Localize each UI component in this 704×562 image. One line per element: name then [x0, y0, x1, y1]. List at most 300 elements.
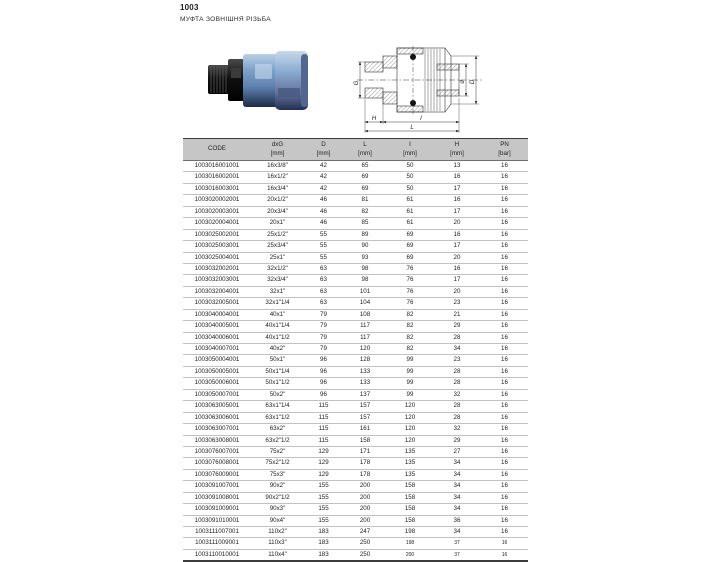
table-cell: 1003063006001	[183, 412, 251, 423]
table-row	[183, 366, 528, 377]
table-cell: 16	[481, 424, 528, 435]
table-cell: 42	[304, 161, 343, 172]
table-cell: 90x2"	[251, 481, 304, 492]
table-cell: 101	[343, 286, 387, 297]
table-cell: 16	[481, 446, 528, 457]
table-cell: 25x1"	[251, 252, 304, 263]
table-cell: 96	[304, 366, 343, 377]
table-cell: 1003063007001	[183, 424, 251, 435]
table-cell: 65	[343, 161, 387, 172]
table-cell: 37	[433, 549, 481, 561]
table-cell: 1003020002001	[183, 195, 251, 206]
table-cell: 1003076009001	[183, 469, 251, 480]
table-cell: 137	[343, 389, 387, 400]
table-cell: 25x3/4"	[251, 241, 304, 252]
table-cell: 16	[433, 229, 481, 240]
table-cell: 17	[433, 206, 481, 217]
table-cell: 178	[343, 458, 387, 469]
table-cell: 1003032002001	[183, 263, 251, 274]
table-cell: 25x1/2"	[251, 229, 304, 240]
table-cell: 34	[433, 344, 481, 355]
table-cell: 135	[387, 469, 433, 480]
table-cell: 16	[481, 252, 528, 263]
technical-drawing-image	[353, 32, 487, 136]
table-cell: 198	[387, 527, 433, 538]
table-cell: 17	[433, 275, 481, 286]
table-cell: 110x2"	[251, 527, 304, 538]
table-row	[183, 481, 528, 492]
table-cell: 75x3"	[251, 469, 304, 480]
table-cell: 155	[304, 481, 343, 492]
table-cell: 96	[304, 389, 343, 400]
table-cell: 82	[387, 309, 433, 320]
table-cell: 1003032004001	[183, 286, 251, 297]
table-cell: 16	[481, 206, 528, 217]
table-cell: 50	[387, 172, 433, 183]
product-photo-image	[205, 44, 315, 118]
table-cell: 129	[304, 446, 343, 457]
product-name: МУФТА ЗОВНІШНЯ РІЗЬБА	[180, 16, 271, 23]
table-cell: 200	[343, 481, 387, 492]
table-cell: 17	[433, 183, 481, 194]
table-row	[183, 195, 528, 206]
table-cell: 1003025002001	[183, 229, 251, 240]
table-cell: 16	[481, 218, 528, 229]
table-cell: 46	[304, 206, 343, 217]
table-cell: 90	[343, 241, 387, 252]
table-cell: 117	[343, 321, 387, 332]
spec-table-body	[183, 161, 528, 562]
table-cell: 50	[387, 161, 433, 172]
table-cell: 34	[433, 492, 481, 503]
table-cell: 183	[304, 538, 343, 549]
table-cell: 117	[343, 332, 387, 343]
table-cell: 75x2"1/2	[251, 458, 304, 469]
table-cell: 1003050007001	[183, 389, 251, 400]
table-cell: 82	[387, 332, 433, 343]
table-cell: 63	[304, 298, 343, 309]
table-row	[183, 538, 528, 549]
table-cell: 98	[343, 275, 387, 286]
table-cell: 183	[304, 527, 343, 538]
table-cell: 16	[481, 241, 528, 252]
table-row	[183, 504, 528, 515]
table-cell: 110x3"	[251, 538, 304, 549]
table-cell: 79	[304, 321, 343, 332]
table-cell: 1003016003001	[183, 183, 251, 194]
table-cell: 157	[343, 412, 387, 423]
table-cell: 178	[343, 469, 387, 480]
technical-drawing	[353, 32, 487, 136]
table-cell: 17	[433, 241, 481, 252]
table-cell: 120	[387, 401, 433, 412]
table-cell: 34	[433, 481, 481, 492]
table-cell: 13	[433, 161, 481, 172]
table-cell: 158	[387, 481, 433, 492]
table-cell: 50x1"1/2	[251, 378, 304, 389]
table-cell: 42	[304, 183, 343, 194]
table-cell: 155	[304, 515, 343, 526]
table-cell: 90x4"	[251, 515, 304, 526]
table-cell: 82	[387, 321, 433, 332]
column-header: H [mm]	[433, 139, 481, 161]
table-cell: 16	[433, 263, 481, 274]
table-cell: 79	[304, 309, 343, 320]
table-cell: 16	[481, 538, 528, 549]
table-cell: 20x1/2"	[251, 195, 304, 206]
table-cell: 16	[481, 401, 528, 412]
table-cell: 16	[481, 275, 528, 286]
table-cell: 1003016001001	[183, 161, 251, 172]
table-cell: 99	[387, 378, 433, 389]
table-cell: 96	[304, 355, 343, 366]
table-row	[183, 401, 528, 412]
table-cell: 40x1"	[251, 309, 304, 320]
table-cell: 69	[343, 172, 387, 183]
table-row	[183, 446, 528, 457]
column-header: D [mm]	[304, 139, 343, 161]
table-cell: 76	[387, 286, 433, 297]
table-cell: 158	[387, 504, 433, 515]
table-cell: 115	[304, 424, 343, 435]
dim-label-D: D	[470, 79, 476, 85]
table-cell: 16	[481, 481, 528, 492]
table-cell: 158	[387, 515, 433, 526]
table-cell: 1003020003001	[183, 206, 251, 217]
table-cell: 40x2"	[251, 344, 304, 355]
table-row	[183, 412, 528, 423]
table-cell: 133	[343, 378, 387, 389]
table-cell: 16	[481, 378, 528, 389]
table-cell: 135	[387, 446, 433, 457]
table-row	[183, 344, 528, 355]
table-cell: 32	[433, 389, 481, 400]
table-row	[183, 435, 528, 446]
table-cell: 16	[481, 549, 528, 561]
table-cell: 32x1/2"	[251, 263, 304, 274]
table-cell: 76	[387, 263, 433, 274]
dim-label-G: G	[354, 80, 360, 86]
table-cell: 63x2"	[251, 424, 304, 435]
table-row	[183, 332, 528, 343]
column-header: L [mm]	[343, 139, 387, 161]
table-cell: 32	[433, 424, 481, 435]
table-cell: 115	[304, 412, 343, 423]
table-cell: 250	[343, 549, 387, 561]
spec-table-header	[183, 139, 528, 161]
table-cell: 28	[433, 401, 481, 412]
table-cell: 135	[387, 458, 433, 469]
table-cell: 120	[343, 344, 387, 355]
table-cell: 29	[433, 321, 481, 332]
dim-label-H: H	[371, 116, 377, 122]
table-cell: 40x1"1/4	[251, 321, 304, 332]
table-cell: 90x2"1/2	[251, 492, 304, 503]
table-cell: 1003025003001	[183, 241, 251, 252]
table-cell: 28	[433, 378, 481, 389]
table-row	[183, 298, 528, 309]
table-cell: 250	[343, 538, 387, 549]
dim-label-L: L	[410, 125, 414, 131]
table-row	[183, 492, 528, 503]
table-row	[183, 275, 528, 286]
table-cell: 28	[433, 412, 481, 423]
table-cell: 34	[433, 527, 481, 538]
table-cell: 32x1"1/4	[251, 298, 304, 309]
table-row	[183, 515, 528, 526]
table-cell: 1003040004001	[183, 309, 251, 320]
table-row	[183, 458, 528, 469]
table-cell: 96	[304, 378, 343, 389]
table-cell: 129	[304, 458, 343, 469]
table-cell: 50x1"	[251, 355, 304, 366]
table-cell: 34	[433, 469, 481, 480]
product-photo	[205, 44, 315, 118]
table-cell: 16	[481, 412, 528, 423]
table-cell: 1003091009001	[183, 504, 251, 515]
table-cell: 99	[387, 366, 433, 377]
table-cell: 115	[304, 435, 343, 446]
page-title: 1003	[180, 3, 199, 12]
table-cell: 27	[433, 446, 481, 457]
table-cell: 200	[387, 549, 433, 561]
table-cell: 63x2"1/2	[251, 435, 304, 446]
table-cell: 16	[481, 435, 528, 446]
table-row	[183, 206, 528, 217]
table-cell: 23	[433, 298, 481, 309]
table-cell: 32x3/4"	[251, 275, 304, 286]
table-cell: 61	[387, 206, 433, 217]
table-row	[183, 286, 528, 297]
table-cell: 128	[343, 355, 387, 366]
table-row	[183, 252, 528, 263]
table-row	[183, 321, 528, 332]
table-cell: 63	[304, 286, 343, 297]
table-row	[183, 183, 528, 194]
table-cell: 120	[387, 435, 433, 446]
table-cell: 200	[343, 504, 387, 515]
table-cell: 28	[433, 366, 481, 377]
table-cell: 16	[481, 332, 528, 343]
table-row	[183, 389, 528, 400]
column-header: I [mm]	[387, 139, 433, 161]
table-row	[183, 527, 528, 538]
table-cell: 50x2"	[251, 389, 304, 400]
table-cell: 69	[387, 241, 433, 252]
table-cell: 155	[304, 504, 343, 515]
table-cell: 63x1"1/4	[251, 401, 304, 412]
table-row	[183, 172, 528, 183]
table-cell: 1003091008001	[183, 492, 251, 503]
table-cell: 16	[481, 355, 528, 366]
table-cell: 1003110010001	[183, 549, 251, 561]
table-cell: 16	[481, 229, 528, 240]
table-cell: 104	[343, 298, 387, 309]
spec-table-container	[183, 138, 528, 562]
table-cell: 79	[304, 332, 343, 343]
table-row	[183, 378, 528, 389]
table-cell: 82	[343, 206, 387, 217]
table-cell: 21	[433, 309, 481, 320]
table-row	[183, 355, 528, 366]
table-cell: 1003063008001	[183, 435, 251, 446]
table-cell: 69	[387, 252, 433, 263]
table-cell: 1003040006001	[183, 332, 251, 343]
table-cell: 158	[387, 492, 433, 503]
table-cell: 23	[433, 355, 481, 366]
table-cell: 16	[481, 515, 528, 526]
table-cell: 20x3/4"	[251, 206, 304, 217]
table-cell: 16x1/2"	[251, 172, 304, 183]
table-cell: 158	[343, 435, 387, 446]
table-cell: 20	[433, 218, 481, 229]
column-header: CODE	[183, 139, 251, 161]
table-cell: 75x2"	[251, 446, 304, 457]
table-cell: 20	[433, 252, 481, 263]
table-cell: 200	[343, 492, 387, 503]
table-cell: 98	[343, 263, 387, 274]
table-cell: 129	[304, 469, 343, 480]
table-cell: 16	[433, 172, 481, 183]
table-cell: 1003091007001	[183, 481, 251, 492]
table-cell: 1003040005001	[183, 321, 251, 332]
table-cell: 76	[387, 298, 433, 309]
table-cell: 155	[304, 492, 343, 503]
table-cell: 82	[387, 344, 433, 355]
table-cell: 1003076007001	[183, 446, 251, 457]
table-cell: 37	[433, 538, 481, 549]
table-cell: 55	[304, 241, 343, 252]
table-cell: 1003050004001	[183, 355, 251, 366]
table-row	[183, 309, 528, 320]
table-cell: 99	[387, 389, 433, 400]
table-cell: 16	[481, 321, 528, 332]
table-row	[183, 241, 528, 252]
table-cell: 46	[304, 195, 343, 206]
table-cell: 171	[343, 446, 387, 457]
table-cell: 1003050006001	[183, 378, 251, 389]
table-cell: 161	[343, 424, 387, 435]
table-cell: 81	[343, 195, 387, 206]
table-cell: 61	[387, 218, 433, 229]
table-row	[183, 229, 528, 240]
table-cell: 1003111007001	[183, 527, 251, 538]
dim-label-d: d	[460, 80, 466, 84]
table-cell: 1003020004001	[183, 218, 251, 229]
table-cell: 108	[343, 309, 387, 320]
table-cell: 16	[481, 366, 528, 377]
table-cell: 1003076008001	[183, 458, 251, 469]
table-cell: 16	[481, 469, 528, 480]
table-cell: 90x3"	[251, 504, 304, 515]
table-cell: 1003025004001	[183, 252, 251, 263]
table-cell: 93	[343, 252, 387, 263]
table-cell: 63	[304, 275, 343, 286]
table-cell: 16	[481, 458, 528, 469]
table-cell: 63x1"1/2	[251, 412, 304, 423]
table-row	[183, 161, 528, 172]
table-cell: 200	[343, 515, 387, 526]
table-cell: 61	[387, 195, 433, 206]
table-cell: 1003040007001	[183, 344, 251, 355]
table-cell: 16	[481, 527, 528, 538]
table-cell: 110x4"	[251, 549, 304, 561]
table-cell: 16	[481, 161, 528, 172]
table-cell: 198	[387, 538, 433, 549]
table-row	[183, 218, 528, 229]
table-cell: 36	[433, 515, 481, 526]
table-cell: 16	[433, 195, 481, 206]
table-cell: 69	[343, 183, 387, 194]
table-cell: 16	[481, 183, 528, 194]
table-cell: 157	[343, 401, 387, 412]
table-cell: 1003032003001	[183, 275, 251, 286]
table-cell: 1003050005001	[183, 366, 251, 377]
table-cell: 16x3/4"	[251, 183, 304, 194]
dim-label-I: I	[420, 116, 422, 122]
table-cell: 55	[304, 229, 343, 240]
table-cell: 20x1"	[251, 218, 304, 229]
table-cell: 99	[387, 355, 433, 366]
table-cell: 85	[343, 218, 387, 229]
column-header: PN [bar]	[481, 139, 528, 161]
table-cell: 16	[481, 309, 528, 320]
table-cell: 16	[481, 298, 528, 309]
table-cell: 76	[387, 275, 433, 286]
table-cell: 16	[481, 286, 528, 297]
table-row	[183, 549, 528, 561]
table-cell: 16	[481, 504, 528, 515]
table-cell: 16	[481, 263, 528, 274]
table-cell: 50x1"1/4	[251, 366, 304, 377]
table-cell: 46	[304, 218, 343, 229]
column-header: dxG [mm]	[251, 139, 304, 161]
table-cell: 89	[343, 229, 387, 240]
table-cell: 63	[304, 263, 343, 274]
table-cell: 120	[387, 412, 433, 423]
table-cell: 1003032005001	[183, 298, 251, 309]
table-cell: 55	[304, 252, 343, 263]
table-cell: 16	[481, 195, 528, 206]
table-row	[183, 263, 528, 274]
table-cell: 16	[481, 344, 528, 355]
spec-table	[183, 138, 528, 562]
table-row	[183, 469, 528, 480]
table-cell: 16x3/8"	[251, 161, 304, 172]
table-cell: 34	[433, 458, 481, 469]
table-cell: 183	[304, 549, 343, 561]
table-cell: 16	[481, 389, 528, 400]
table-cell: 1003091010001	[183, 515, 251, 526]
table-cell: 20	[433, 286, 481, 297]
table-cell: 34	[433, 504, 481, 515]
table-cell: 69	[387, 229, 433, 240]
table-cell: 1003111009001	[183, 538, 251, 549]
table-cell: 40x1"1/2	[251, 332, 304, 343]
table-cell: 50	[387, 183, 433, 194]
table-row	[183, 424, 528, 435]
table-cell: 16	[481, 492, 528, 503]
table-cell: 29	[433, 435, 481, 446]
table-cell: 1003016002001	[183, 172, 251, 183]
table-cell: 115	[304, 401, 343, 412]
table-cell: 28	[433, 332, 481, 343]
table-cell: 16	[481, 172, 528, 183]
table-cell: 1003063005001	[183, 401, 251, 412]
table-cell: 32x1"	[251, 286, 304, 297]
table-cell: 247	[343, 527, 387, 538]
table-cell: 79	[304, 344, 343, 355]
